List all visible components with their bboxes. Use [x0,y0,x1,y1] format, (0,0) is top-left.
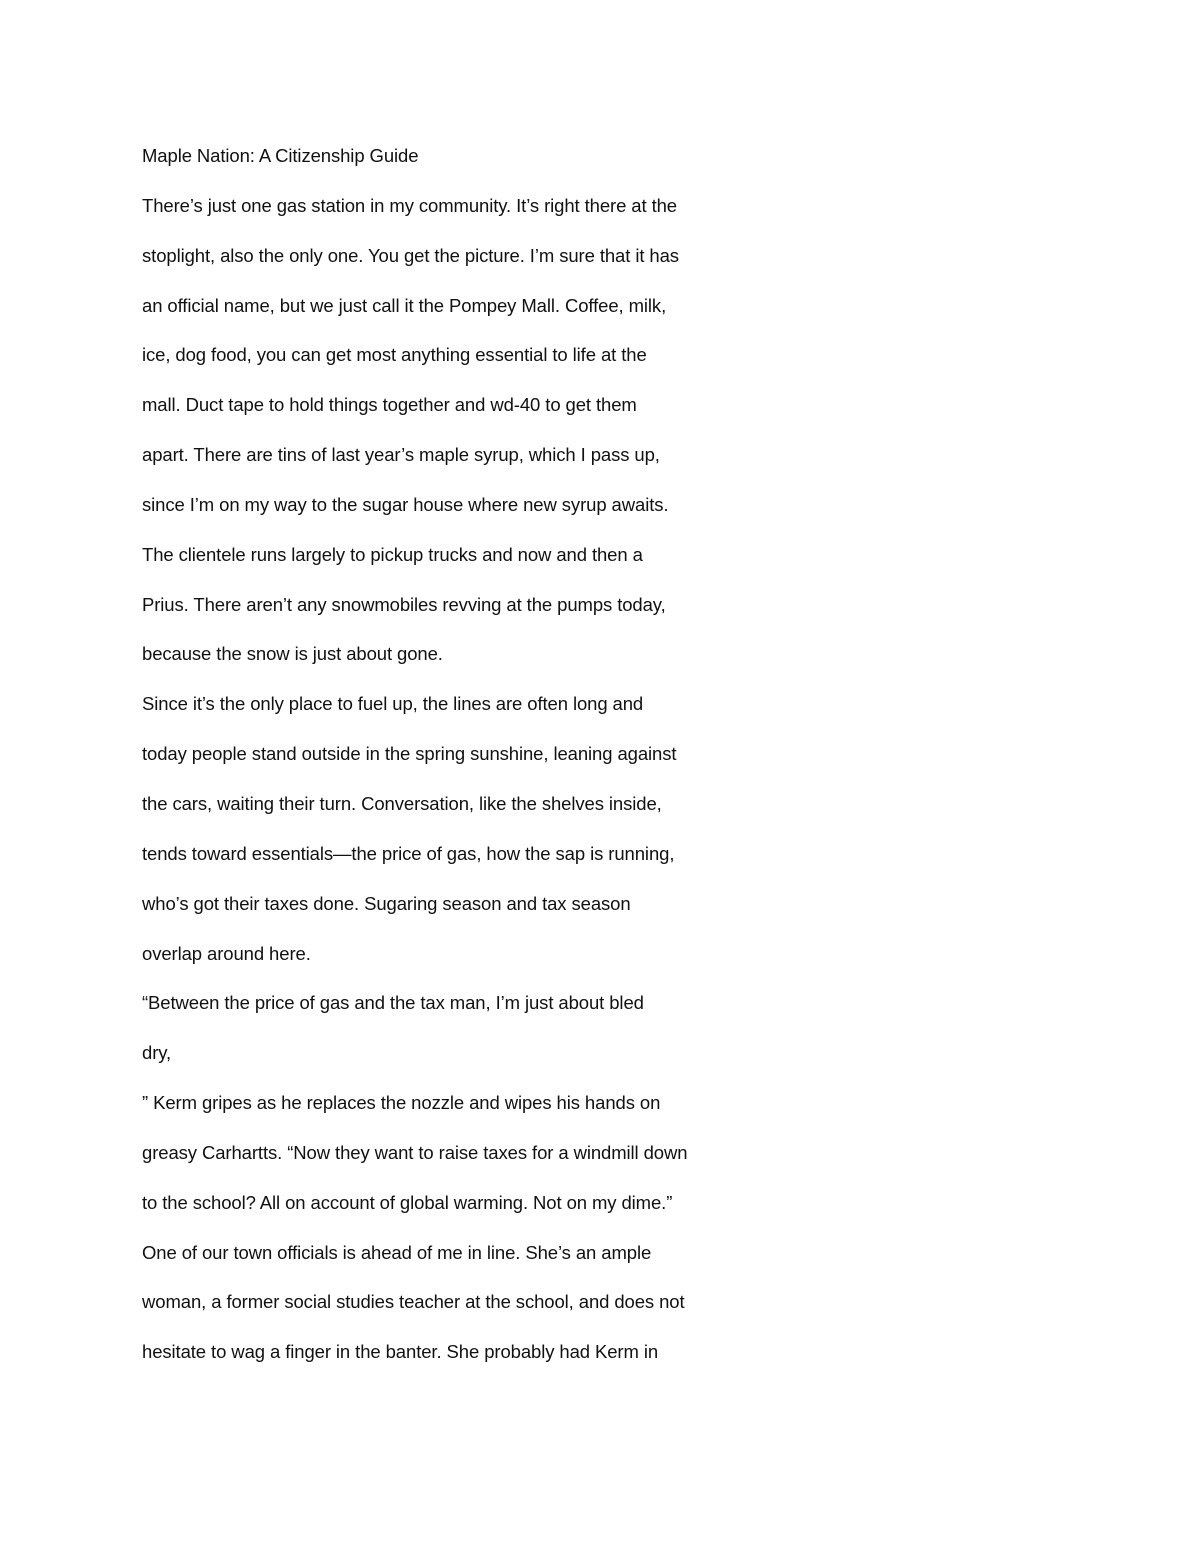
text-line: ” Kerm gripes as he replaces the nozzle and wipes his hands on [142,1092,661,1114]
text-line: to the school? All on account of global warming. Not on my dime.” [142,1191,673,1213]
text-line: overlap around here. [142,942,311,964]
text-line: since I’m on my way to the sugar house where new syrup awaits. [142,493,669,515]
text-line: woman, a former social studies teacher at the school, and does not [142,1291,685,1313]
text-line: who’s got their taxes done. Sugaring season and tax season [142,892,631,914]
text-line: tends toward essentials—the price of gas, how the sap is running, [142,842,675,864]
text-line: apart. There are tins of last year’s maple syrup, which I pass up, [142,444,660,466]
text-line: mall. Duct tape to hold things together and wd-40 to get them [142,394,637,416]
text-line: Prius. There aren’t any snowmobiles revving at the pumps today, [142,593,666,615]
document-body [142,140,782,1386]
text-line: the cars, waiting their turn. Conversation, like the shelves inside, [142,792,662,814]
text-line: “Between the price of gas and the tax man, I’m just about bled [142,992,644,1014]
text-line: hesitate to wag a finger in the banter. She probably had Kerm in [142,1341,659,1363]
text-line: stoplight, also the only one. You get the picture. I’m sure that it has [142,244,679,266]
text-line: Since it’s the only place to fuel up, the lines are often long and [142,693,644,715]
document-title: Maple Nation: A Citizenship Guide [142,145,419,166]
text-line: There’s just one gas station in my community. It’s right there at the [142,194,677,216]
text-line: because the snow is just about gone. [142,643,443,665]
text-line: One of our town officials is ahead of me in line. She’s an ample [142,1241,652,1263]
text-line: greasy Carhartts. “Now they want to raise taxes for a windmill down [142,1141,688,1163]
text-line: an official name, but we just call it the Pompey Mall. Coffee, milk, [142,294,667,316]
text-line: The clientele runs largely to pickup trucks and now and then a [142,543,643,565]
text-line: ice, dog food, you can get most anything essential to life at the [142,344,647,366]
text-line: today people stand outside in the spring sunshine, leaning against [142,743,677,765]
text-line: dry, [142,1042,172,1064]
